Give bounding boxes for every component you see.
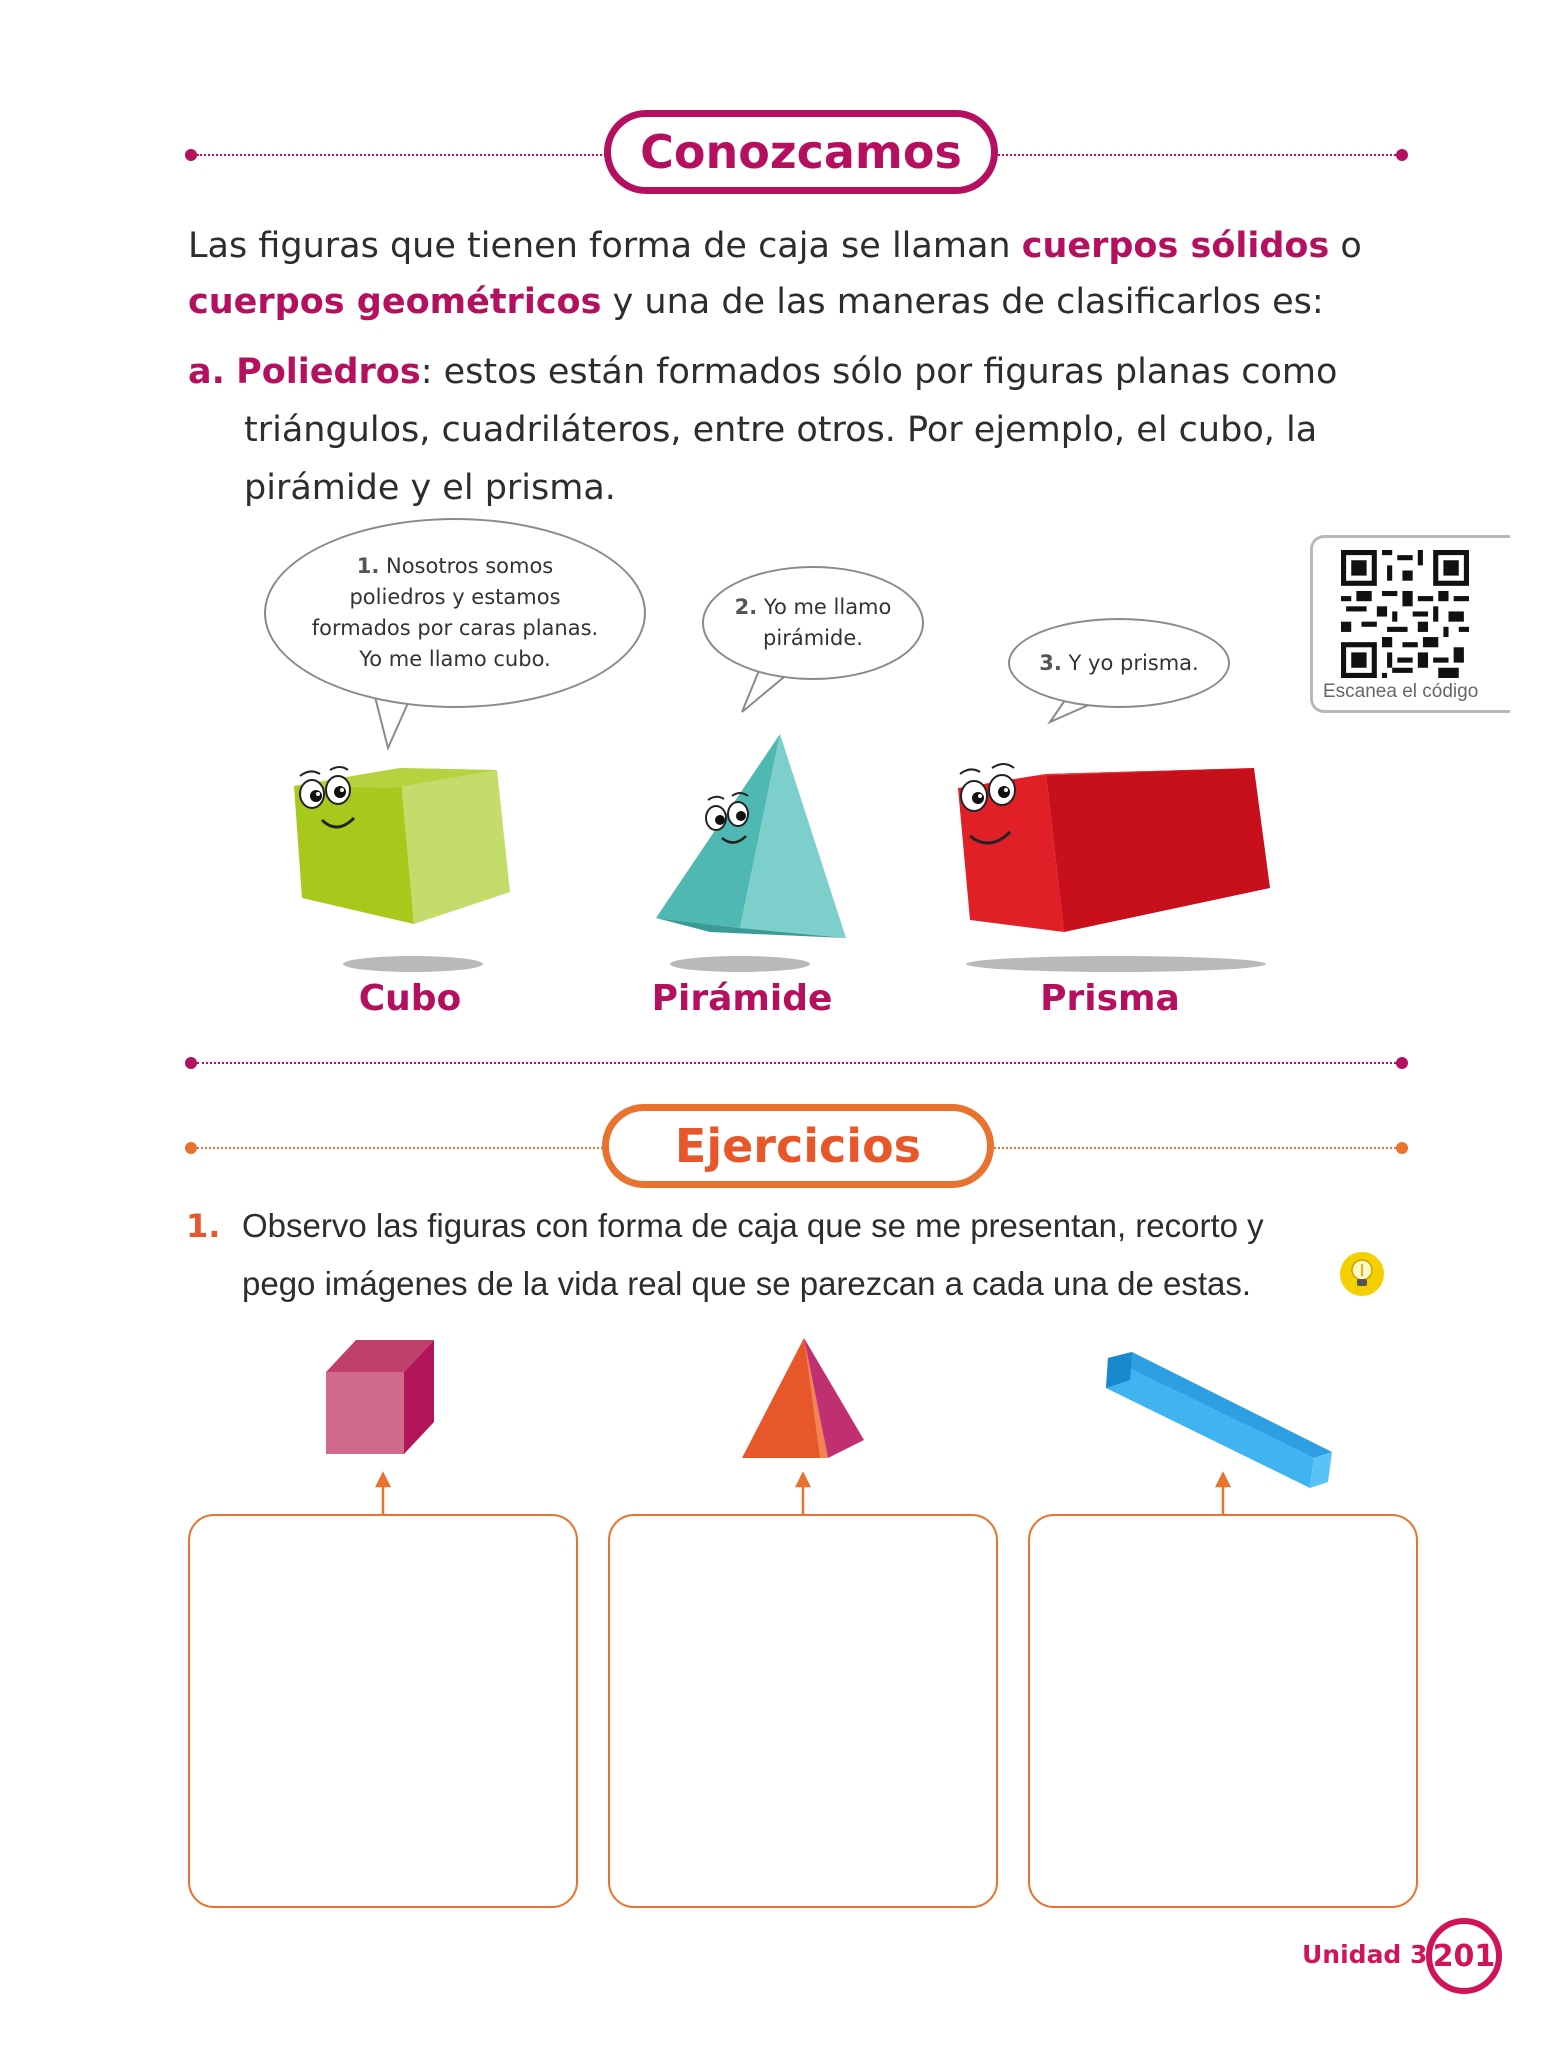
qr-code-icon	[1341, 550, 1469, 678]
label-prisma: Prisma	[1040, 978, 1180, 1019]
exercise-line-1: Observo las figuras con forma de caja que se me presentan, recorto y	[242, 1207, 1264, 1244]
label-piramide: Pirámide	[651, 978, 833, 1019]
paste-area-prism[interactable]	[1028, 1514, 1418, 1908]
label-cubo: Cubo	[358, 978, 462, 1019]
page-number-badge	[1426, 1918, 1502, 1994]
divider-line	[197, 1062, 1396, 1064]
paste-area-pyramid[interactable]	[608, 1514, 998, 1908]
term-cuerpos-solidos: cuerpos sólidos	[1021, 226, 1330, 266]
intro-text-3: y una de las maneras de clasificarlos es:	[601, 282, 1324, 322]
prism-character	[944, 740, 1284, 980]
intro-text-2: o	[1329, 226, 1362, 266]
cube-character	[282, 740, 522, 980]
exercise-number: 1.	[186, 1207, 221, 1245]
item-text-2: triángulos, cuadriláteros, entre otros. Por ejemplo, el cubo, la	[244, 410, 1318, 450]
paste-area-cube[interactable]	[188, 1514, 578, 1908]
speech-bubble-prism	[1008, 618, 1230, 708]
item-text-3: pirámide y el prisma.	[244, 468, 616, 508]
section-title: Ejercicios	[674, 1119, 922, 1173]
divider-dot-left	[185, 1057, 197, 1069]
qr-caption: Escanea el código	[1323, 681, 1479, 702]
header-dot-left	[185, 1142, 197, 1154]
qr-code-card[interactable]	[1310, 535, 1510, 713]
lightbulb-icon	[1338, 1250, 1386, 1298]
term-poliedros: Poliedros	[236, 352, 421, 392]
section-title-pill	[602, 1104, 994, 1188]
item-text-1: estos están formados sólo por figuras planas como	[432, 352, 1338, 392]
section-title: Conozcamos	[640, 125, 962, 179]
intro-text-1: Las figuras que tienen forma de caja se llaman	[188, 226, 1022, 266]
list-marker: a.	[188, 352, 225, 392]
exercise-line-2: pego imágenes de la vida real que se parezcan a cada una de estas.	[242, 1265, 1252, 1302]
footer-unit: Unidad 3	[1302, 1940, 1428, 1969]
bubble-number: 1.	[356, 554, 380, 578]
header-dot-right	[1396, 1142, 1408, 1154]
bubble-number: 3.	[1039, 650, 1062, 675]
speech-bubble-cube	[264, 518, 646, 708]
bubble-number: 2.	[734, 595, 758, 619]
cube-icon	[322, 1336, 438, 1460]
item-colon: :	[420, 352, 433, 392]
divider-dot-right	[1396, 1057, 1408, 1069]
pyramid-character	[650, 726, 860, 980]
speech-bubble-pyramid	[702, 566, 924, 680]
bubble-text: Yo me llamo pirámide.	[763, 595, 892, 650]
bubble-text: Y yo prisma.	[1068, 650, 1199, 675]
arrows	[0, 1470, 1564, 1520]
bubble-text: Nosotros somos poliedros y estamos formados por caras planas. Yo me llamo cubo.	[311, 554, 599, 671]
prism-icon	[1104, 1350, 1338, 1490]
page-number: 201	[1432, 1938, 1496, 1974]
header-dotline-left	[197, 1147, 607, 1149]
term-cuerpos-geometricos: cuerpos geométricos	[188, 282, 602, 322]
pyramid-icon	[738, 1334, 868, 1462]
header-dotline-right	[994, 1147, 1396, 1149]
